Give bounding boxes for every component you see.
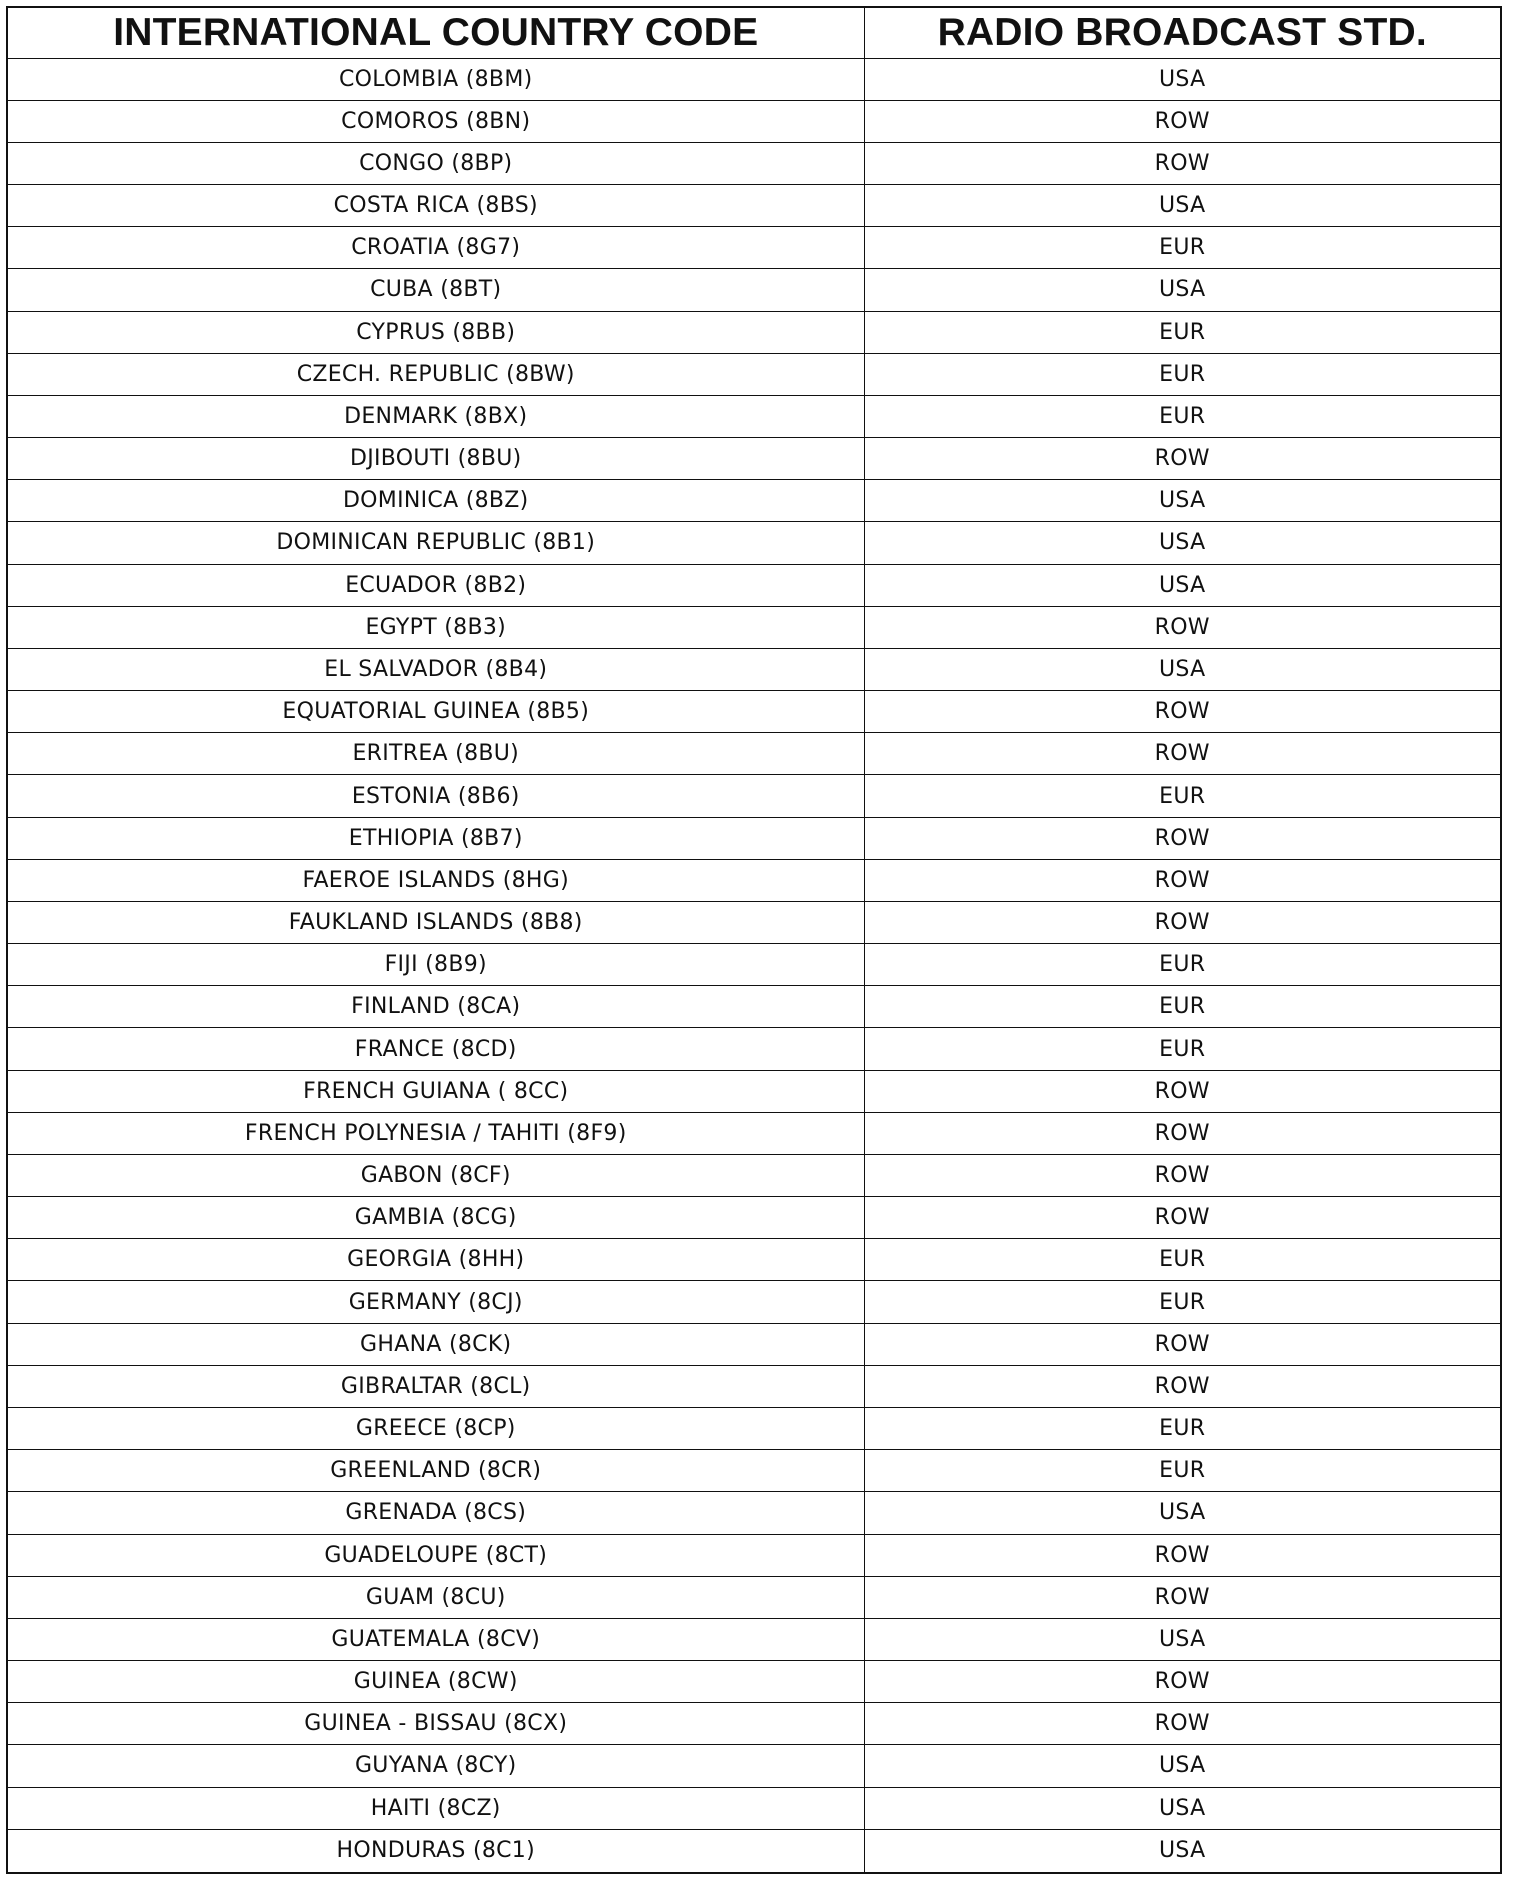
broadcast-std-cell: USA bbox=[864, 185, 1500, 227]
broadcast-std-cell: USA bbox=[864, 522, 1500, 564]
country-code-cell: GAMBIA (8CG) bbox=[8, 1197, 864, 1239]
table-row bbox=[8, 1829, 1500, 1872]
country-code-cell: FAEROE ISLANDS (8HG) bbox=[8, 859, 864, 901]
table-row bbox=[8, 1281, 1500, 1323]
country-code-cell: GUATEMALA (8CV) bbox=[8, 1618, 864, 1660]
table-row bbox=[8, 311, 1500, 353]
table-row bbox=[8, 353, 1500, 395]
broadcast-std-cell: EUR bbox=[864, 227, 1500, 269]
country-code-cell: DJIBOUTI (8BU) bbox=[8, 438, 864, 480]
country-code-cell: FINLAND (8CA) bbox=[8, 986, 864, 1028]
table-row bbox=[8, 1450, 1500, 1492]
broadcast-std-cell: EUR bbox=[864, 1239, 1500, 1281]
country-code-cell: GUINEA - BISSAU (8CX) bbox=[8, 1703, 864, 1745]
table-row bbox=[8, 227, 1500, 269]
country-code-cell: GREENLAND (8CR) bbox=[8, 1450, 864, 1492]
country-code-cell: COLOMBIA (8BM) bbox=[8, 58, 864, 100]
country-code-cell: CYPRUS (8BB) bbox=[8, 311, 864, 353]
header-country-code: INTERNATIONAL COUNTRY CODE bbox=[8, 8, 864, 58]
country-code-cell: ESTONIA (8B6) bbox=[8, 775, 864, 817]
broadcast-std-cell: EUR bbox=[864, 944, 1500, 986]
table-row bbox=[8, 1534, 1500, 1576]
country-code-cell: EGYPT (8B3) bbox=[8, 606, 864, 648]
country-code-cell: EL SALVADOR (8B4) bbox=[8, 648, 864, 690]
table-row bbox=[8, 1028, 1500, 1070]
broadcast-std-cell: USA bbox=[864, 1745, 1500, 1787]
table-row bbox=[8, 1618, 1500, 1660]
table-row bbox=[8, 1408, 1500, 1450]
table-row bbox=[8, 1576, 1500, 1618]
country-code-cell: GEORGIA (8HH) bbox=[8, 1239, 864, 1281]
country-code-cell: FAUKLAND ISLANDS (8B8) bbox=[8, 901, 864, 943]
broadcast-std-cell: ROW bbox=[864, 1534, 1500, 1576]
broadcast-std-cell: USA bbox=[864, 564, 1500, 606]
header-row bbox=[8, 8, 1500, 58]
country-code-table bbox=[8, 8, 1500, 1872]
broadcast-std-cell: EUR bbox=[864, 1408, 1500, 1450]
table-row bbox=[8, 1112, 1500, 1154]
broadcast-std-cell: EUR bbox=[864, 775, 1500, 817]
broadcast-std-cell: USA bbox=[864, 1787, 1500, 1829]
country-code-cell: FIJI (8B9) bbox=[8, 944, 864, 986]
broadcast-std-cell: ROW bbox=[864, 1154, 1500, 1196]
country-code-table-sheet bbox=[6, 6, 1502, 1874]
country-code-cell: ECUADOR (8B2) bbox=[8, 564, 864, 606]
table-row bbox=[8, 269, 1500, 311]
table-row bbox=[8, 859, 1500, 901]
broadcast-std-cell: ROW bbox=[864, 859, 1500, 901]
table-header bbox=[8, 8, 1500, 58]
broadcast-std-cell: USA bbox=[864, 648, 1500, 690]
table-row bbox=[8, 648, 1500, 690]
table-row bbox=[8, 1323, 1500, 1365]
broadcast-std-cell: EUR bbox=[864, 395, 1500, 437]
country-code-cell: ERITREA (8BU) bbox=[8, 733, 864, 775]
country-code-cell: GREECE (8CP) bbox=[8, 1408, 864, 1450]
country-code-cell: CZECH. REPUBLIC (8BW) bbox=[8, 353, 864, 395]
table-row bbox=[8, 817, 1500, 859]
country-code-cell: CUBA (8BT) bbox=[8, 269, 864, 311]
broadcast-std-cell: ROW bbox=[864, 142, 1500, 184]
country-code-cell: DOMINICAN REPUBLIC (8B1) bbox=[8, 522, 864, 564]
table-row bbox=[8, 185, 1500, 227]
broadcast-std-cell: ROW bbox=[864, 733, 1500, 775]
broadcast-std-cell: ROW bbox=[864, 438, 1500, 480]
country-code-cell: GUYANA (8CY) bbox=[8, 1745, 864, 1787]
broadcast-std-cell: USA bbox=[864, 58, 1500, 100]
table-row bbox=[8, 1703, 1500, 1745]
table-row bbox=[8, 58, 1500, 100]
country-code-cell: EQUATORIAL GUINEA (8B5) bbox=[8, 691, 864, 733]
table-row bbox=[8, 691, 1500, 733]
table-row bbox=[8, 733, 1500, 775]
broadcast-std-cell: ROW bbox=[864, 1070, 1500, 1112]
broadcast-std-cell: EUR bbox=[864, 311, 1500, 353]
table-row bbox=[8, 1492, 1500, 1534]
table-row bbox=[8, 564, 1500, 606]
table-row bbox=[8, 1070, 1500, 1112]
broadcast-std-cell: EUR bbox=[864, 353, 1500, 395]
country-code-cell: HAITI (8CZ) bbox=[8, 1787, 864, 1829]
country-code-cell: GHANA (8CK) bbox=[8, 1323, 864, 1365]
broadcast-std-cell: EUR bbox=[864, 1028, 1500, 1070]
table-row bbox=[8, 395, 1500, 437]
country-code-cell: GRENADA (8CS) bbox=[8, 1492, 864, 1534]
broadcast-std-cell: USA bbox=[864, 1492, 1500, 1534]
table-row bbox=[8, 522, 1500, 564]
table-row bbox=[8, 1239, 1500, 1281]
table-row bbox=[8, 1787, 1500, 1829]
country-code-cell: FRENCH POLYNESIA / TAHITI (8F9) bbox=[8, 1112, 864, 1154]
table-row bbox=[8, 901, 1500, 943]
broadcast-std-cell: ROW bbox=[864, 606, 1500, 648]
country-code-cell: FRANCE (8CD) bbox=[8, 1028, 864, 1070]
broadcast-std-cell: USA bbox=[864, 480, 1500, 522]
country-code-cell: CROATIA (8G7) bbox=[8, 227, 864, 269]
country-code-cell: DOMINICA (8BZ) bbox=[8, 480, 864, 522]
country-code-cell: COSTA RICA (8BS) bbox=[8, 185, 864, 227]
table-row bbox=[8, 986, 1500, 1028]
broadcast-std-cell: ROW bbox=[864, 100, 1500, 142]
broadcast-std-cell: USA bbox=[864, 1618, 1500, 1660]
broadcast-std-cell: EUR bbox=[864, 986, 1500, 1028]
broadcast-std-cell: EUR bbox=[864, 1281, 1500, 1323]
broadcast-std-cell: ROW bbox=[864, 1323, 1500, 1365]
table-row bbox=[8, 1365, 1500, 1407]
broadcast-std-cell: ROW bbox=[864, 691, 1500, 733]
broadcast-std-cell: ROW bbox=[864, 1703, 1500, 1745]
header-radio-broadcast-std: RADIO BROADCAST STD. bbox=[864, 8, 1500, 58]
broadcast-std-cell: ROW bbox=[864, 1197, 1500, 1239]
country-code-cell: GUADELOUPE (8CT) bbox=[8, 1534, 864, 1576]
country-code-cell: GABON (8CF) bbox=[8, 1154, 864, 1196]
table-row bbox=[8, 100, 1500, 142]
broadcast-std-cell: ROW bbox=[864, 1661, 1500, 1703]
country-code-cell: DENMARK (8BX) bbox=[8, 395, 864, 437]
country-code-cell: GUAM (8CU) bbox=[8, 1576, 864, 1618]
country-code-cell: GIBRALTAR (8CL) bbox=[8, 1365, 864, 1407]
table-row bbox=[8, 438, 1500, 480]
table-row bbox=[8, 944, 1500, 986]
broadcast-std-cell: EUR bbox=[864, 1450, 1500, 1492]
broadcast-std-cell: USA bbox=[864, 269, 1500, 311]
broadcast-std-cell: USA bbox=[1159, 1838, 1206, 1864]
table-row bbox=[8, 480, 1500, 522]
country-code-cell: ETHIOPIA (8B7) bbox=[8, 817, 864, 859]
table-row bbox=[8, 606, 1500, 648]
broadcast-std-cell: ROW bbox=[864, 901, 1500, 943]
country-code-cell: HONDURAS (8C1) bbox=[8, 1829, 864, 1872]
country-code-cell: GERMANY (8CJ) bbox=[8, 1281, 864, 1323]
table-row bbox=[8, 1154, 1500, 1196]
broadcast-std-cell: ROW bbox=[864, 1576, 1500, 1618]
country-code-cell: GUINEA (8CW) bbox=[8, 1661, 864, 1703]
broadcast-std-cell: ROW bbox=[864, 1112, 1500, 1154]
table-row bbox=[8, 1745, 1500, 1787]
table-row bbox=[8, 1661, 1500, 1703]
table-body bbox=[8, 58, 1500, 1872]
table-row bbox=[8, 142, 1500, 184]
table-row bbox=[8, 775, 1500, 817]
country-code-cell: CONGO (8BP) bbox=[8, 142, 864, 184]
country-code-cell: FRENCH GUIANA ( 8CC) bbox=[8, 1070, 864, 1112]
country-code-cell: COMOROS (8BN) bbox=[8, 100, 864, 142]
broadcast-std-cell: ROW bbox=[864, 817, 1500, 859]
broadcast-std-cell: ROW bbox=[864, 1365, 1500, 1407]
table-row bbox=[8, 1197, 1500, 1239]
